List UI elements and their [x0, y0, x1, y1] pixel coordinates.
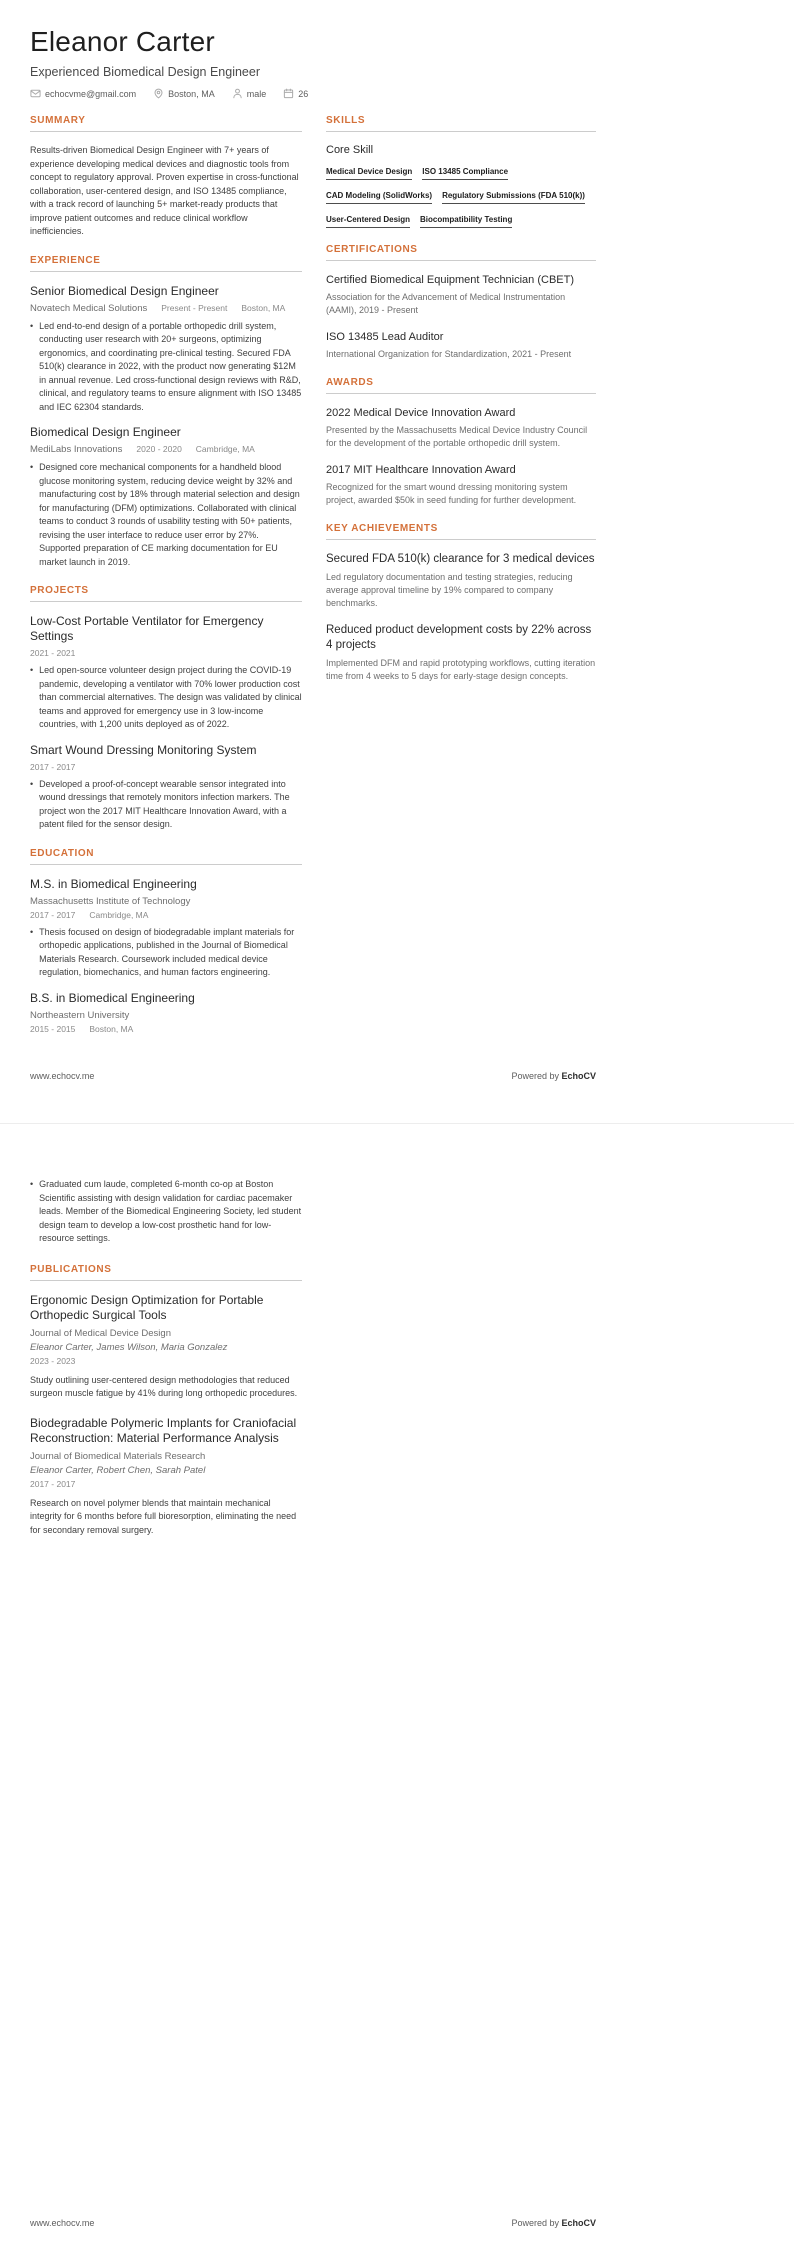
- achievement-title: Reduced product development costs by 22% across 4 projects: [326, 624, 592, 651]
- skill-tag: Regulatory Submissions (FDA 510(k)): [442, 191, 585, 204]
- contact-row: [30, 88, 764, 99]
- footer-website: www.echocv.me: [30, 2218, 95, 2228]
- job-meta: [30, 444, 302, 455]
- bullet-item: [30, 664, 302, 732]
- summary-text: Results-driven Biomedical Design Engineer with 7+ years of experience developing medical devices and diagnostic tools from concept to regulatory approval. Proven expertise in cross-functional collaboration, user-centered design, and ISO 13485 compliance, with a track record of launching 5+ market-ready products that improve patient outcomes and reduce clinical workflow inefficiencies.: [30, 145, 299, 236]
- summary-heading: SUMMARY: [30, 115, 302, 132]
- candidate-name: Eleanor Carter: [30, 26, 215, 57]
- project-item: [30, 614, 302, 732]
- skill-tag: Medical Device Design: [326, 167, 412, 180]
- certifications-heading: CERTIFICATIONS: [326, 244, 596, 261]
- bullet-item: [30, 461, 302, 569]
- publication-description: Research on novel polymer blends that maintain mechanical integrity for 6 months before full bioresorption, eliminating the need for secondary removal surgery.: [30, 1497, 297, 1535]
- two-column-layout: [30, 115, 764, 1050]
- project-title: Low-Cost Portable Ventilator for Emergency Settings: [30, 614, 264, 643]
- job-location: Boston, MA: [241, 302, 286, 313]
- key-achievements-heading: KEY ACHIEVEMENTS: [326, 523, 596, 540]
- footer-website: www.echocv.me: [30, 1071, 95, 1081]
- bullet-text: • Thesis focused on design of biodegradable implant materials for orthopedic applications, published in the Journal of Biomedical Materials Research. Coursework included medical device regulation, biomechanics, and human factors engineering.: [39, 926, 295, 977]
- project-dates: 2017 - 2017: [30, 761, 76, 772]
- education-dates: 2017 - 2017: [30, 909, 76, 920]
- contact-email: [30, 88, 136, 99]
- achievement-title: Secured FDA 510(k) clearance for 3 medical devices: [326, 553, 595, 565]
- contact-location-text: Boston, MA: [168, 88, 215, 99]
- bullet-text: • Developed a proof-of-concept wearable sensor integrated into wound dressings that remotely monitors infection markers. The project won the 2017 MIT Healthcare Innovation Award, with a patent filed for the sensor design.: [39, 778, 290, 829]
- certification-name: Certified Biomedical Equipment Technician (CBET): [326, 274, 575, 286]
- publication-authors: Eleanor Carter, Robert Chen, Sarah Patel: [30, 1464, 206, 1476]
- project-dates: 2021 - 2021: [30, 648, 76, 658]
- publication-journal: Journal of Medical Device Design: [30, 1327, 171, 1339]
- education-heading: EDUCATION: [30, 848, 302, 865]
- bullet-text: • Led open-source volunteer design project during the COVID-19 pandemic, developing a ventilator with 70% lower production cost than commercial alternatives. The design was validated by clinical teams and approved for emergency use in 3 low-income countries, with 1,200 units deployed as of 2022.: [39, 665, 302, 729]
- projects-section: [30, 585, 302, 832]
- award-name: 2022 Medical Device Innovation Award: [326, 407, 516, 419]
- contact-email-text: echocvme@gmail.com: [45, 88, 137, 99]
- education-location: Boston, MA: [89, 1023, 134, 1034]
- skill-tag: User-Centered Design: [326, 215, 410, 228]
- contact-gender-text: male: [246, 88, 267, 99]
- education-dates: 2015 - 2015: [30, 1023, 76, 1034]
- skills-heading: SKILLS: [326, 115, 596, 132]
- contact-age-text: 26: [298, 88, 309, 99]
- email-icon: [30, 88, 41, 99]
- skill-tag: Biocompatibility Testing: [420, 215, 512, 228]
- school-name: Northeastern University: [30, 1009, 130, 1021]
- footer-brand: EchoCV: [561, 1071, 596, 1081]
- job-company: Novatech Medical Solutions: [30, 302, 148, 314]
- bullet-text: • Designed core mechanical components for a handheld blood glucose monitoring system, reducing device weight by 32% and manufacturing cost by 18% through material selection and design for manufacturing (DFM) optimizations. Collaborated with clinical teams to conduct 3 rounds of usability testing with 50+ patients, revising the user interface to reduce user error by 27%. Supported preparation of CE marking documentation for EU market launch in 2019.: [39, 462, 300, 567]
- contact-location: [153, 88, 215, 99]
- publication-journal: Journal of Biomedical Materials Research: [30, 1450, 206, 1462]
- footer-powered-prefix: Powered by: [511, 1071, 562, 1081]
- contact-age: [283, 88, 308, 99]
- award-item: [326, 463, 596, 507]
- achievement-item: [326, 623, 596, 683]
- contact-gender: [232, 88, 267, 99]
- project-meta: [30, 648, 302, 658]
- skill-tag: CAD Modeling (SolidWorks): [326, 191, 432, 204]
- main-column: [30, 115, 302, 1050]
- education-item: [30, 991, 302, 1034]
- page-footer: [30, 1071, 596, 1081]
- education-meta: [30, 1024, 302, 1034]
- skill-tag-list: [326, 167, 596, 228]
- publication-dates: 2023 - 2023: [30, 1355, 76, 1366]
- job-dates: 2020 - 2020: [136, 444, 182, 454]
- award-item: [326, 406, 596, 450]
- footer-powered-prefix: Powered by: [511, 2218, 562, 2228]
- bullet-item: [30, 320, 302, 415]
- school-name: Massachusetts Institute of Technology: [30, 895, 191, 907]
- publication-title: Ergonomic Design Optimization for Portable Orthopedic Surgical Tools: [30, 1292, 264, 1322]
- page-footer: [30, 2218, 596, 2228]
- location-pin-icon: [153, 88, 164, 99]
- publication-description: Study outlining user-centered design methodologies that reduced surgeon muscle fatigue by 41% during long orthopedic procedures.: [30, 1374, 298, 1398]
- certification-org: Association for the Advancement of Medical Instrumentation (AAMI), 2019 - Present: [326, 292, 566, 315]
- side-column: [326, 115, 596, 1050]
- publications-heading: PUBLICATIONS: [30, 1264, 302, 1281]
- publication-item: [30, 1416, 302, 1538]
- achievement-item: [326, 552, 596, 610]
- experience-item: [30, 425, 302, 569]
- award-description: Recognized for the smart wound dressing monitoring system project, awarded $50k in seed funding for further development.: [326, 482, 577, 505]
- job-location: Cambridge, MA: [195, 444, 255, 454]
- skill-group-title: Core Skill: [326, 144, 374, 156]
- job-meta: [30, 303, 302, 314]
- bullet-item: [30, 778, 302, 832]
- education-location: Cambridge, MA: [89, 909, 149, 920]
- job-title: Biomedical Design Engineer: [30, 425, 181, 439]
- certification-item: [326, 330, 596, 361]
- main-column: [30, 1178, 302, 1537]
- degree-title: B.S. in Biomedical Engineering: [30, 990, 195, 1005]
- certifications-section: [326, 244, 596, 361]
- experience-heading: EXPERIENCE: [30, 255, 302, 272]
- projects-heading: PROJECTS: [30, 585, 302, 602]
- skills-section: [326, 115, 596, 228]
- bullet-item: [30, 926, 302, 980]
- bullet-text: • Led end-to-end design of a portable orthopedic drill system, conducting user research with 20+ surgeons, optimizing ergonomics, and coordinating pre-clinical testing. Secured FDA 510(k) clearance in 2022, with the product now generating $12M in annual revenue. Led cross-functional design reviews with R&D, clinical, and regulatory teams to ensure alignment with ISO 13485 and IEC 62304 standards.: [39, 320, 302, 412]
- job-dates: Present - Present: [161, 302, 228, 313]
- skill-tag: ISO 13485 Compliance: [422, 167, 508, 180]
- experience-section: [30, 255, 302, 570]
- education-section: [30, 848, 302, 1034]
- awards-heading: AWARDS: [326, 377, 596, 394]
- footer-powered: [511, 2218, 596, 2228]
- job-company: MediLabs Innovations: [30, 444, 123, 455]
- project-meta: [30, 762, 302, 772]
- award-description: Presented by the Massachusetts Medical Device Industry Council for the development of the portable orthopedic drill system.: [326, 425, 588, 448]
- award-name: 2017 MIT Healthcare Innovation Award: [326, 464, 516, 476]
- resume-page-2: [0, 1123, 794, 2246]
- job-title: Senior Biomedical Design Engineer: [30, 283, 219, 298]
- certification-name: ISO 13485 Lead Auditor: [326, 331, 444, 343]
- education-meta: [30, 910, 302, 920]
- footer-powered: [511, 1071, 596, 1081]
- project-title: Smart Wound Dressing Monitoring System: [30, 742, 257, 757]
- publication-title: Biodegradable Polymeric Implants for Craniofacial Reconstruction: Material Performance Analysis: [30, 1415, 297, 1445]
- candidate-headline: Experienced Biomedical Design Engineer: [30, 65, 260, 79]
- publications-section: [30, 1264, 302, 1538]
- degree-title: M.S. in Biomedical Engineering: [30, 876, 197, 891]
- publication-dates: 2017 - 2017: [30, 1478, 76, 1489]
- awards-section: [326, 377, 596, 507]
- footer-brand: EchoCV: [561, 2218, 596, 2228]
- education-item: [30, 877, 302, 980]
- calendar-icon: [283, 88, 294, 99]
- certification-org: International Organization for Standardization, 2021 - Present: [326, 349, 572, 359]
- publication-authors: Eleanor Carter, James Wilson, Maria Gonzalez: [30, 1341, 228, 1353]
- person-icon: [232, 88, 243, 99]
- achievement-description: Implemented DFM and rapid prototyping workflows, cutting iteration time from 4 weeks to 5 days for early-stage design concepts.: [326, 658, 596, 681]
- project-item: [30, 743, 302, 832]
- achievement-description: Led regulatory documentation and testing strategies, reducing average approval timeline by 19% compared to company benchmarks.: [326, 572, 573, 608]
- publication-item: [30, 1293, 302, 1401]
- summary-section: [30, 115, 302, 239]
- bullet-item: [30, 1178, 302, 1246]
- certification-item: [326, 273, 596, 317]
- bullet-text: • Graduated cum laude, completed 6-month co-op at Boston Scientific assisting with design validation for cardiac pacemaker leads. Member of the Biomedical Engineering Society, led student design team to develop a low-cost prosthetic hand for low-resource settings.: [39, 1179, 302, 1243]
- education-item-continued: [30, 1178, 302, 1246]
- cv-header: [30, 26, 764, 99]
- experience-item: [30, 284, 302, 415]
- key-achievements-section: [326, 523, 596, 683]
